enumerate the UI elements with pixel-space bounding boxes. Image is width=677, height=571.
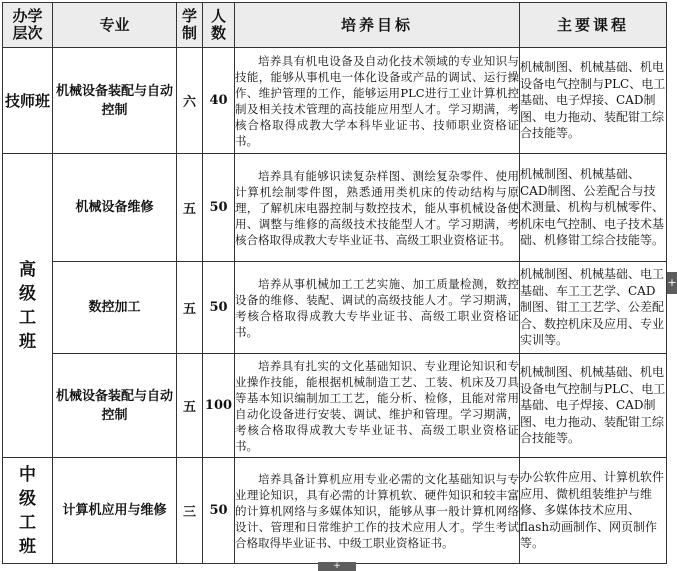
count-cell: 40 bbox=[203, 48, 235, 154]
header-count: 人数 bbox=[203, 3, 235, 48]
courses-cell: 机械制图、机械基础、电工基础、车工工艺学、CAD制图、钳工工艺学、公差配合、数控机床及应用、专业实训等。 bbox=[520, 262, 667, 354]
header-duration: 学制 bbox=[177, 3, 203, 48]
major-cell: 计算机应用与维修 bbox=[53, 458, 177, 564]
duration-cell: 五 bbox=[177, 154, 203, 262]
level-cell: 高级工班 bbox=[3, 154, 53, 458]
courses-cell: 机械制图、机械基础、CAD制图、公差配合与技术测量、机构与机械零件、机床电气控制、电子技术基础、机修钳工综合技能等。 bbox=[520, 154, 667, 262]
courses-cell: 办公软件应用、计算机软件应用、微机组装维护与维修、多媒体技术应用、flash动画制作、网页制作等。 bbox=[520, 458, 667, 564]
count-cell: 50 bbox=[203, 154, 235, 262]
expand-right-handle[interactable]: + bbox=[667, 272, 677, 294]
major-cell: 机械设备装配与自动控制 bbox=[53, 354, 177, 458]
header-row bbox=[3, 3, 667, 48]
count-cell: 100 bbox=[203, 354, 235, 458]
table-row bbox=[3, 262, 667, 354]
duration-cell: 五 bbox=[177, 354, 203, 458]
goal-cell: 培养具有机电设备及自动化技术领域的专业知识与技能，能够从事机电一体化设备或产品的调试、运行操作、维护管理的工作，能够运用PLC进行工业计算机控制及相关技术管理的高技能应用型人才。学习期满，考核合格取得成教大学本科毕业证书、技师职业资格证书。 bbox=[235, 48, 520, 154]
goal-cell: 培养具备计算机应用专业必需的文化基础知识与专业理论知识，具有必需的计算机软、硬件知识和较丰富的计算机网络与多媒体知识，能够从事一般计算机网络设计、管理和日常维护工作的技术应用人才。学生考试合格取得毕业证书、中级工职业资格证书。 bbox=[235, 458, 520, 564]
expand-bottom-handle[interactable]: + bbox=[318, 562, 356, 571]
training-plan-table bbox=[2, 2, 667, 564]
header-goal: 培养目标 bbox=[235, 3, 520, 48]
goal-cell: 培养从事机械加工工艺实施、加工质量检测，数控设备的维修、装配、调试的高级技能人才。学习期满，考核合格取得成教大专毕业证书、高级工职业资格证书。 bbox=[235, 262, 520, 354]
count-cell: 50 bbox=[203, 458, 235, 564]
duration-cell: 五 bbox=[177, 262, 203, 354]
duration-cell: 六 bbox=[177, 48, 203, 154]
table-row bbox=[3, 154, 667, 262]
count-cell: 50 bbox=[203, 262, 235, 354]
table-row bbox=[3, 354, 667, 458]
courses-cell: 机械制图、机械基础、机电设备电气控制与PLC、电工基础、电子焊接、CAD制图、电力拖动、装配钳工综合技能等。 bbox=[520, 48, 667, 154]
courses-cell: 机械制图、机械基础、机电设备电气控制与PLC、电工基础、电子焊接、CAD制图、电力拖动、装配钳工综合技能等。 bbox=[520, 354, 667, 458]
goal-cell: 培养具有能够识读复杂样图、测绘复杂零件、使用计算机绘制零件图，熟悉通用类机床的传动结构与原理，了解机床电器控制与数控技术，能从事机械设备使用、调整与维修的高级技术技能型人才。学习期满，考核合格取得成教大专毕业证书、高级工职业资格证书。 bbox=[235, 154, 520, 262]
major-cell: 数控加工 bbox=[53, 262, 177, 354]
duration-cell: 三 bbox=[177, 458, 203, 564]
header-courses: 主要课程 bbox=[520, 3, 667, 48]
major-cell: 机械设备维修 bbox=[53, 154, 177, 262]
level-cell: 技师班 bbox=[3, 48, 53, 154]
level-cell: 中级工班 bbox=[3, 458, 53, 564]
table-row bbox=[3, 48, 667, 154]
major-cell: 机械设备装配与自动控制 bbox=[53, 48, 177, 154]
header-major: 专业 bbox=[53, 3, 177, 48]
header-level: 办学层次 bbox=[3, 3, 53, 48]
goal-cell: 培养具有扎实的文化基础知识、专业理论知识和专业操作技能，能根据机械制造工艺、工装、机床及刀具等基本知识编制加工工艺，能分析、检修，且能对常用自动化设备进行安装、调试、维护和管理。学习期满，考核合格取得成教大专毕业证书、高级工职业资格证书。 bbox=[235, 354, 520, 458]
table-row bbox=[3, 458, 667, 564]
